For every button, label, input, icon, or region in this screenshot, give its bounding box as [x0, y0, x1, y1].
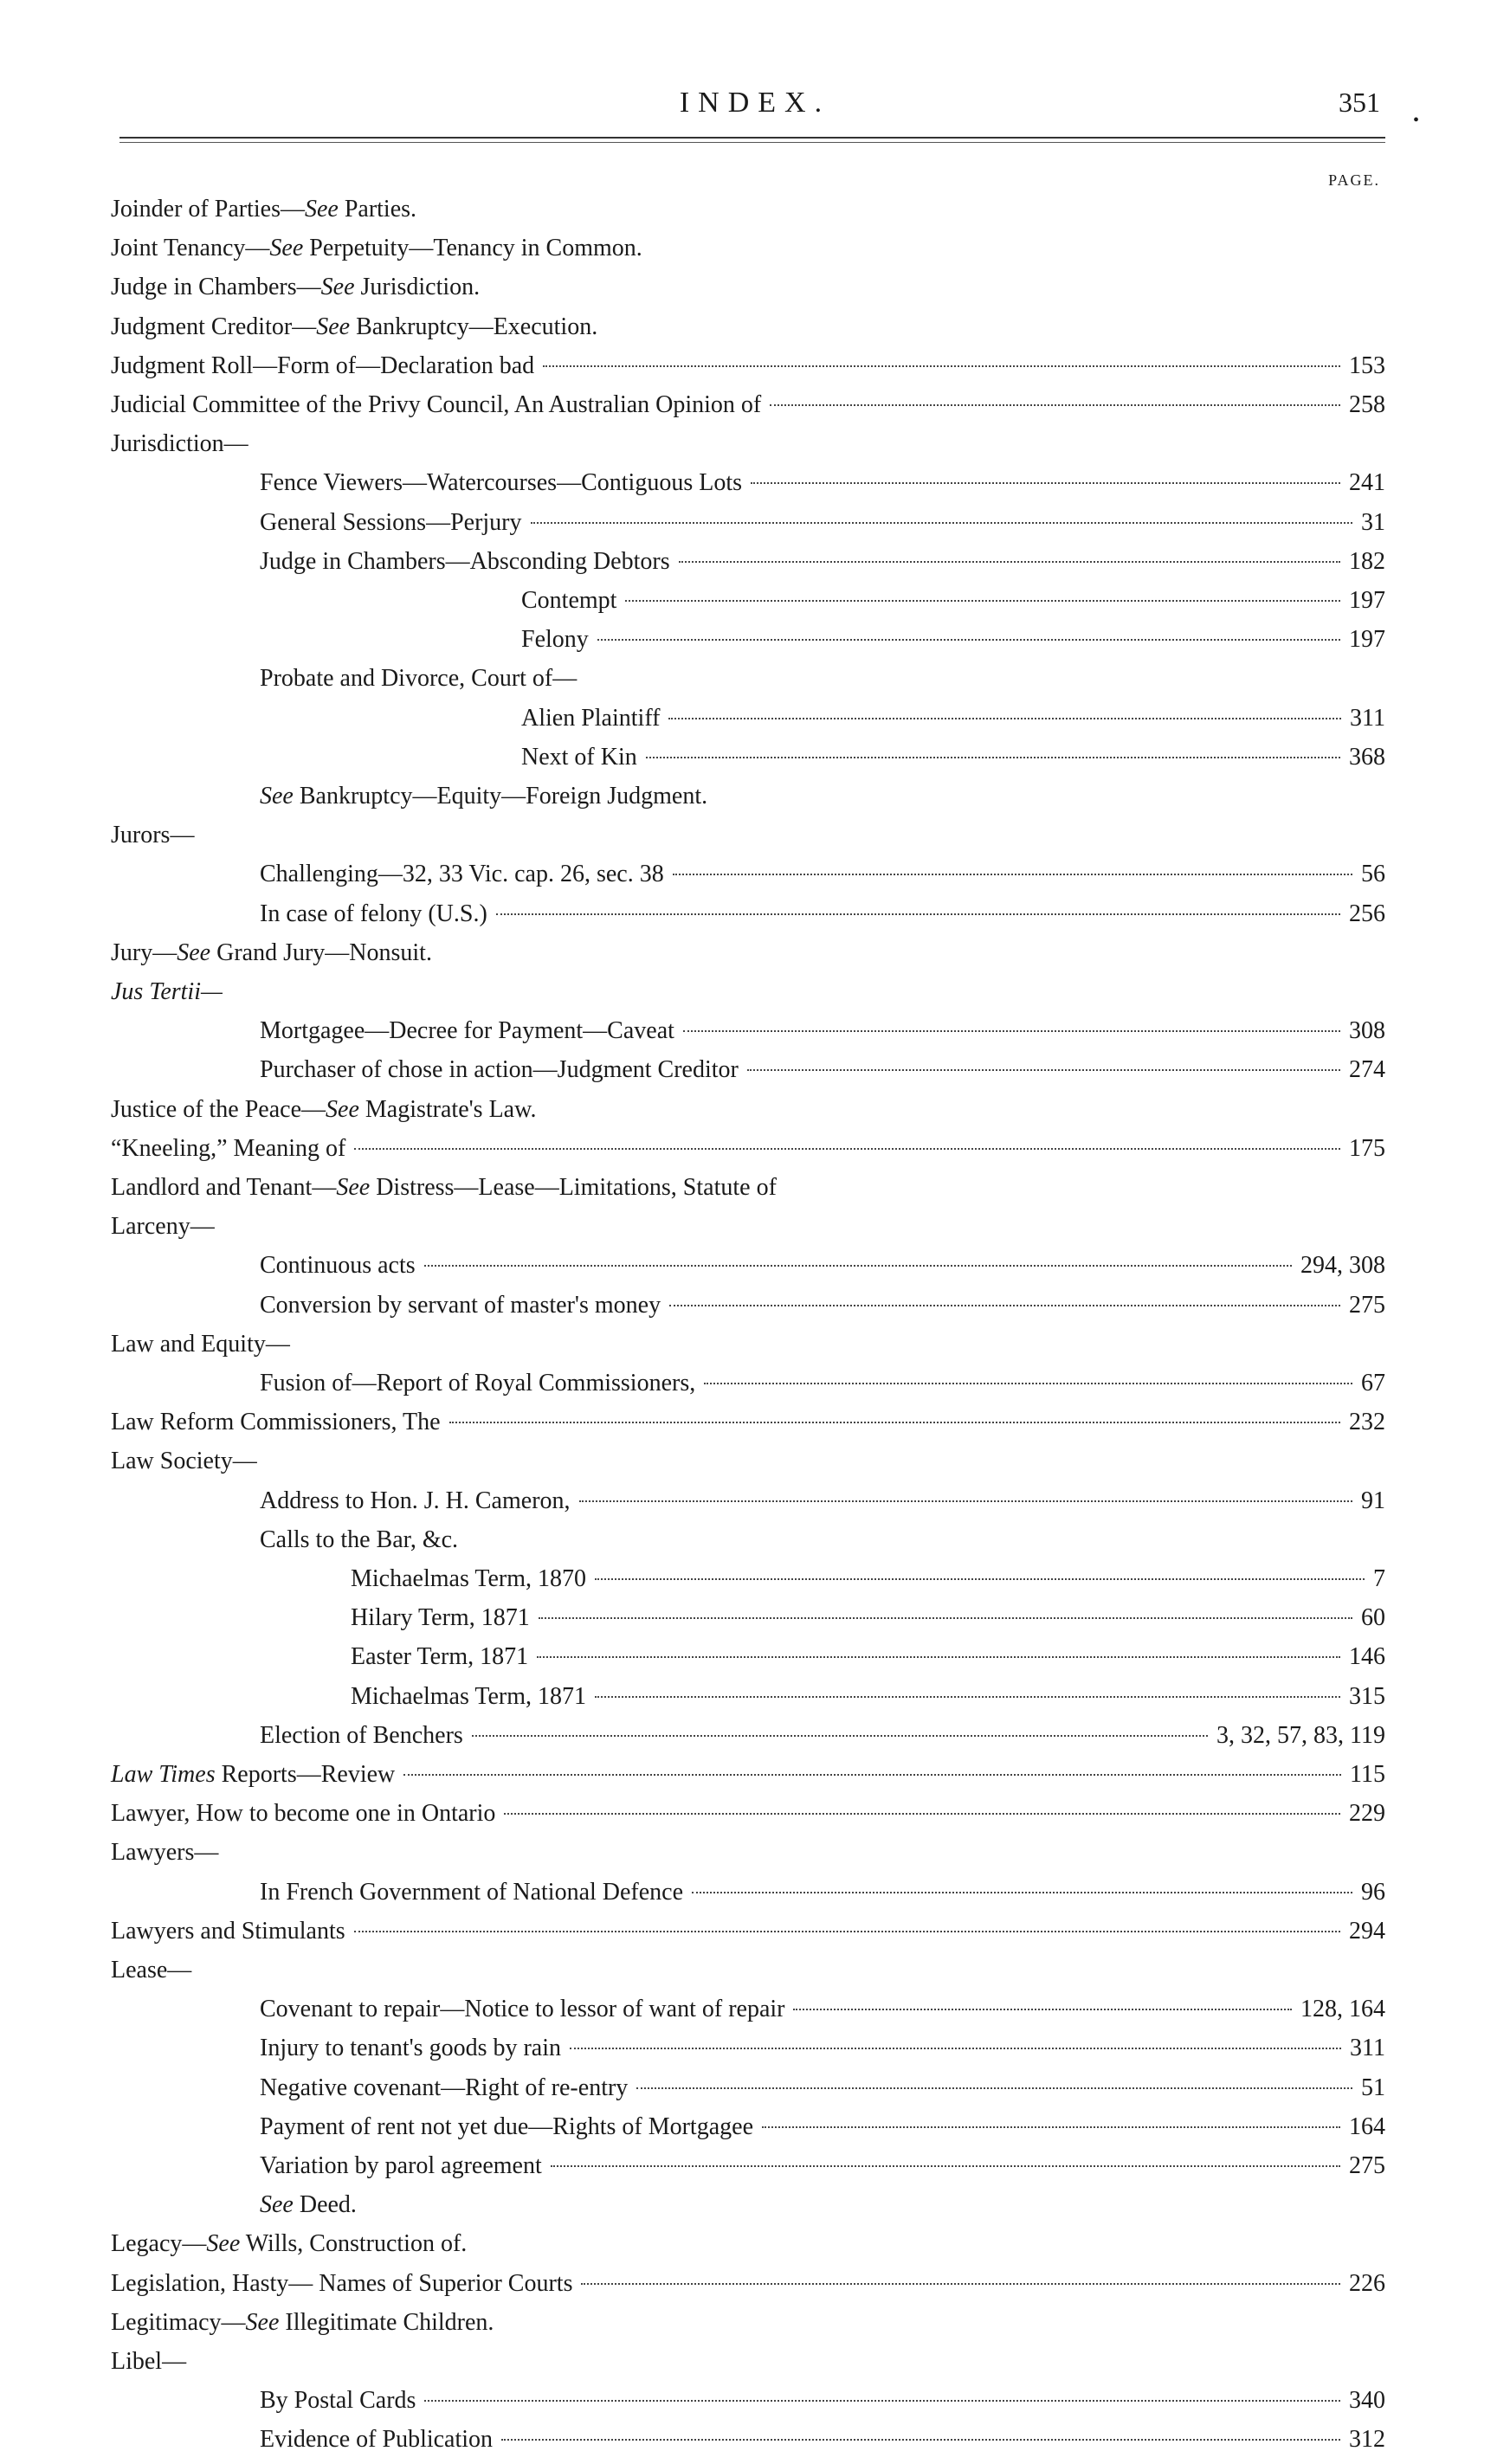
page-reference: 312 [1349, 2426, 1385, 2454]
entry-heading: Challenging—32, 33 Vic. cap. 26, sec. 38 [260, 861, 664, 888]
page-reference: 7 [1373, 1565, 1385, 1592]
entry-text [260, 1484, 571, 1519]
index-entry [111, 192, 1385, 227]
page-reference: 91 [1361, 1487, 1385, 1514]
entry-text [260, 857, 664, 892]
entry-reference: Deed. [293, 2191, 357, 2219]
index-entry [111, 1758, 1385, 1792]
dot-leader [770, 404, 1340, 406]
entry-heading: Law Reform Commissioners, The [111, 1409, 441, 1436]
dot-leader [793, 2009, 1292, 2010]
page-reference: 232 [1349, 1409, 1385, 1436]
page-reference: 31 [1361, 508, 1385, 536]
entry-text [260, 1288, 661, 1323]
entry-heading: General Sessions—Perjury [260, 508, 522, 536]
index-entry [111, 1132, 1385, 1166]
entry-text [260, 1523, 458, 1558]
entry-text [521, 701, 660, 736]
entry-heading: Variation by parol agreement [260, 2152, 542, 2179]
entry-text [111, 1796, 495, 1831]
page-reference: 294, 308 [1300, 1252, 1385, 1280]
entry-heading: Lease— [111, 1957, 192, 1983]
entry-text [111, 1953, 191, 1988]
page-reference: 274 [1349, 1056, 1385, 1084]
page-reference: 197 [1349, 626, 1385, 654]
entry-text [351, 1640, 528, 1674]
index-entry [260, 1366, 1385, 1401]
entry-heading: Probate and Divorce, Court of— [260, 665, 578, 693]
entry-heading: Lawyers— [111, 1839, 219, 1867]
index-entry [111, 1405, 1385, 1440]
entry-reference: Illegitimate Children. [279, 2308, 494, 2336]
page-title: INDEX. [679, 87, 831, 119]
dot-leader [579, 1500, 1352, 1502]
entry-heading: “Kneeling,” Meaning of [111, 1134, 346, 1162]
header-rule-thin [119, 142, 1385, 143]
index-entry [260, 1992, 1385, 2027]
entry-text [111, 1171, 777, 1205]
page-number: 351 [1339, 87, 1380, 118]
entry-heading: Lawyer, How to become one in Ontario [111, 1800, 496, 1828]
entry-see: See [326, 1095, 359, 1123]
index-entry [521, 740, 1385, 775]
page-reference: 340 [1349, 2387, 1385, 2415]
entry-see: See [245, 2308, 280, 2336]
dot-leader [496, 913, 1340, 915]
entry-see: Jus Tertii— [111, 978, 223, 1005]
entry-text [260, 2383, 416, 2418]
entry-reference: Bankruptcy—Equity—Foreign Judgment. [293, 783, 708, 810]
entry-text [260, 545, 670, 579]
index-entry [260, 2422, 1385, 2457]
dot-leader [673, 874, 1352, 875]
index-entry [351, 1680, 1385, 1714]
index-entry [260, 2383, 1385, 2418]
dot-leader [424, 2400, 1340, 2402]
entry-heading: Negative covenant—Right of re-entry [260, 2074, 629, 2101]
entry-reference: Perpetuity—Tenancy in Common. [303, 235, 642, 262]
entry-text [111, 1758, 395, 1792]
dot-leader [354, 1148, 1340, 1150]
entry-text [260, 1366, 695, 1401]
entry-text [260, 2031, 561, 2066]
page-reference: 294 [1349, 1917, 1385, 1945]
dot-leader [472, 1735, 1208, 1737]
entry-see: See [260, 2191, 294, 2219]
index-entry [260, 1523, 1385, 1558]
dot-leader [646, 757, 1340, 758]
entry-text [111, 1093, 537, 1127]
index-entry [111, 1093, 1385, 1127]
index-entry [111, 975, 1385, 1009]
entry-text [111, 1835, 218, 1870]
index-entry [111, 818, 1385, 853]
page-reference: 311 [1350, 2035, 1385, 2062]
entry-reference: Jurisdiction. [354, 274, 481, 301]
dot-leader [747, 1069, 1340, 1071]
dot-leader [751, 482, 1340, 484]
entry-text [260, 2071, 628, 2106]
entry-text [521, 622, 589, 657]
page-reference: 256 [1349, 900, 1385, 927]
entry-text [260, 2110, 753, 2145]
index-entry [260, 857, 1385, 892]
entry-text [260, 2149, 542, 2183]
dot-leader [543, 365, 1340, 367]
entry-heading: Legitimacy— [111, 2308, 246, 2336]
index-entry [111, 388, 1385, 422]
page-reference: 275 [1349, 1291, 1385, 1319]
index-entry [260, 1484, 1385, 1519]
entry-text [111, 349, 534, 384]
dot-leader [539, 1617, 1352, 1619]
entry-text [111, 936, 432, 971]
entry-heading: Judge in Chambers— [111, 274, 321, 301]
entry-text [260, 897, 487, 932]
entry-heading: Libel— [111, 2348, 187, 2375]
entry-heading: Fusion of—Report of Royal Commissioners, [260, 1370, 696, 1396]
dot-leader [636, 2087, 1352, 2089]
entry-text [111, 231, 642, 266]
index-entry [351, 1640, 1385, 1674]
page-column-label: PAGE. [1328, 171, 1380, 189]
dot-leader [504, 1813, 1340, 1815]
index-entry [111, 310, 1385, 345]
entry-text [260, 779, 707, 814]
entry-heading: In case of felony (U.S.) [260, 900, 487, 927]
entry-text [111, 818, 194, 853]
index-entry [521, 584, 1385, 618]
entry-text [111, 427, 248, 461]
index-entry [260, 1288, 1385, 1323]
index-entry [111, 270, 1385, 305]
page-reference: 241 [1349, 469, 1385, 497]
dot-leader [581, 2283, 1340, 2285]
entry-text [111, 388, 761, 422]
entry-text [351, 1601, 530, 1635]
index-entry [111, 2345, 1385, 2379]
entry-see: Law Times [111, 1761, 216, 1788]
entry-reference: Wills, Construction of. [240, 2230, 468, 2258]
index-entry [260, 466, 1385, 500]
entry-text [111, 975, 223, 1009]
index-entry [260, 506, 1385, 540]
page-reference: 308 [1349, 1017, 1385, 1045]
entry-heading: Judgment Roll—Form of—Declaration bad [111, 352, 535, 379]
index-entry [260, 2071, 1385, 2106]
entry-heading: Legislation, Hasty— Names of Superior Courts [111, 2269, 573, 2297]
page-reference: 60 [1361, 1604, 1385, 1632]
page-reference: 275 [1349, 2152, 1385, 2179]
page-reference: 153 [1349, 352, 1385, 379]
entry-text [260, 2188, 357, 2222]
entry-heading: Election of Benchers [260, 1721, 463, 1749]
page-reference: 182 [1349, 547, 1385, 575]
entry-reference: Reports—Review [215, 1761, 396, 1788]
entry-reference: Bankruptcy—Execution. [350, 313, 598, 340]
entry-see: See [320, 274, 355, 301]
entry-text [260, 466, 742, 500]
index-entry [111, 1444, 1385, 1479]
entry-heading: Contempt [521, 587, 617, 614]
entry-see: See [206, 2230, 241, 2258]
page-reference: 315 [1349, 1682, 1385, 1710]
index-entry [351, 1562, 1385, 1596]
entry-reference: Grand Jury—Nonsuit. [210, 939, 432, 966]
dot-leader [537, 1656, 1340, 1658]
entry-heading: Judgment Creditor— [111, 313, 317, 340]
entry-text [111, 310, 597, 345]
entry-text [260, 2422, 493, 2457]
ink-dot: • [1413, 111, 1420, 130]
entry-text [351, 1562, 586, 1596]
index-entry [111, 2227, 1385, 2261]
entry-reference: Distress—Lease—Limitations, Statute of [370, 1174, 777, 1201]
entry-heading: Lawyers and Stimulants [111, 1917, 345, 1945]
entry-heading: Judicial Committee of the Privy Council, An Australian Opinion of [111, 391, 762, 418]
entry-see: See [260, 783, 294, 810]
entry-heading: Michaelmas Term, 1871 [351, 1682, 587, 1710]
entry-heading: Alien Plaintiff [521, 704, 661, 732]
entry-heading: Fence Viewers—Watercourses—Contiguous Lots [260, 469, 742, 497]
page-reference: 175 [1349, 1134, 1385, 1162]
entry-heading: Landlord and Tenant— [111, 1174, 337, 1201]
dot-leader [692, 1892, 1352, 1893]
dot-leader [679, 561, 1340, 563]
entry-heading: Calls to the Bar, &c. [260, 1525, 459, 1553]
entry-text [260, 661, 577, 696]
entry-text [260, 1014, 674, 1048]
index-entry [260, 2110, 1385, 2145]
dot-leader [531, 522, 1352, 524]
dot-leader [704, 1383, 1352, 1384]
entry-reference: Magistrate's Law. [358, 1095, 537, 1123]
entry-text [111, 1209, 215, 1244]
entry-heading: Injury to tenant's goods by rain [260, 2035, 561, 2062]
dot-leader [668, 718, 1341, 719]
dot-leader [354, 1931, 1340, 1932]
entry-text [111, 2227, 467, 2261]
entry-text [111, 1405, 441, 1440]
entry-heading: Felony [521, 626, 589, 654]
index-entry [260, 2188, 1385, 2222]
entry-heading: By Postal Cards [260, 2387, 416, 2415]
page-reference: 128, 164 [1300, 1996, 1385, 2023]
entry-heading: Covenant to repair—Notice to lessor of want of repair [260, 1996, 785, 2023]
page-reference: 3, 32, 57, 83, 119 [1216, 1721, 1385, 1749]
entry-heading: Justice of the Peace— [111, 1095, 326, 1123]
page-reference: 115 [1350, 1761, 1385, 1788]
entry-heading: Purchaser of chose in action—Judgment Creditor [260, 1056, 739, 1084]
entry-text [111, 2306, 494, 2340]
page-reference: 67 [1361, 1370, 1385, 1396]
index-entry [260, 1875, 1385, 1910]
index-entry [351, 1601, 1385, 1635]
entry-text [351, 1680, 586, 1714]
entry-heading: Joint Tenancy— [111, 235, 270, 262]
entry-heading: Payment of rent not yet due—Rights of Mortgagee [260, 2112, 753, 2140]
entry-heading: Continuous acts [260, 1252, 416, 1280]
page-header [0, 87, 1510, 130]
dot-leader [501, 2439, 1340, 2441]
dot-leader [595, 1578, 1365, 1580]
index-entry [260, 897, 1385, 932]
dot-leader [403, 1774, 1341, 1776]
page-reference: 56 [1361, 861, 1385, 888]
entry-heading: Mortgagee—Decree for Payment—Caveat [260, 1017, 674, 1045]
entry-heading: Law Society— [111, 1448, 257, 1475]
entry-text [260, 1875, 683, 1910]
index-entry [111, 231, 1385, 266]
entry-text [111, 1327, 290, 1362]
page-reference: 258 [1349, 391, 1385, 418]
entry-text [260, 1719, 463, 1753]
dot-leader [595, 1696, 1340, 1698]
dot-leader [625, 600, 1340, 602]
entry-heading: Joinder of Parties— [111, 196, 305, 223]
entry-heading: Larceny— [111, 1213, 215, 1241]
dot-leader [669, 1305, 1340, 1306]
entry-text [260, 1992, 784, 2027]
index-entry [111, 349, 1385, 384]
entry-heading: Hilary Term, 1871 [351, 1604, 530, 1632]
index-entry [260, 545, 1385, 579]
entry-heading: Jurisdiction— [111, 430, 248, 458]
entry-see: See [336, 1174, 371, 1201]
dot-leader [762, 2126, 1340, 2128]
index-entry [111, 1209, 1385, 1244]
index-entry [111, 1327, 1385, 1362]
entry-heading: Conversion by servant of master's money [260, 1291, 661, 1319]
index-entry [111, 1171, 1385, 1205]
index-entry [111, 2306, 1385, 2340]
entry-see: See [177, 939, 211, 966]
entry-text [521, 584, 616, 618]
entry-see: See [304, 196, 339, 223]
index-entry [260, 2031, 1385, 2066]
index-entry [260, 1248, 1385, 1283]
index-entry [111, 427, 1385, 461]
page-reference: 368 [1349, 743, 1385, 771]
dot-leader [683, 1030, 1340, 1032]
index-entry [111, 1953, 1385, 1988]
index-entry [260, 2149, 1385, 2183]
index-entry [111, 1796, 1385, 1831]
index-entry [260, 1014, 1385, 1048]
entry-heading: Legacy— [111, 2230, 207, 2258]
entry-text [111, 270, 480, 305]
entry-heading: Michaelmas Term, 1870 [351, 1565, 587, 1592]
dot-leader [449, 1422, 1340, 1423]
index-entry [260, 779, 1385, 814]
dot-leader [597, 639, 1340, 641]
page-reference: 146 [1349, 1643, 1385, 1671]
entry-text [111, 1914, 345, 1949]
page-reference: 164 [1349, 2112, 1385, 2140]
entry-see: See [269, 235, 304, 262]
entry-heading: Next of Kin [521, 743, 637, 771]
entry-text [260, 1053, 739, 1087]
page-reference: 197 [1349, 587, 1385, 614]
dot-leader [551, 2165, 1340, 2167]
entry-heading: Address to Hon. J. H. Cameron, [260, 1487, 571, 1514]
entry-text [111, 1444, 257, 1479]
entry-heading: Jury— [111, 939, 177, 966]
entry-text [521, 740, 637, 775]
index-entry [521, 622, 1385, 657]
dot-leader [424, 1265, 1292, 1267]
page-reference: 96 [1361, 1878, 1385, 1906]
entry-text [111, 192, 416, 227]
entry-text [260, 506, 522, 540]
entry-heading: Law and Equity— [111, 1330, 290, 1358]
entry-heading: Easter Term, 1871 [351, 1643, 529, 1671]
entry-text [111, 2345, 186, 2379]
page-reference: 51 [1361, 2074, 1385, 2101]
dot-leader [570, 2048, 1341, 2049]
entry-heading: Jurors— [111, 822, 195, 849]
entry-heading: Evidence of Publication [260, 2426, 494, 2454]
index-entry [111, 2267, 1385, 2301]
index-entry [260, 661, 1385, 696]
index-entry [260, 1053, 1385, 1087]
page-reference: 311 [1350, 704, 1385, 732]
entry-text [111, 2267, 572, 2301]
entry-reference: Parties. [338, 196, 417, 223]
entry-text [260, 1248, 416, 1283]
entry-heading: Judge in Chambers—Absconding Debtors [260, 547, 670, 575]
entry-see: See [316, 313, 351, 340]
index-entry [111, 936, 1385, 971]
page-reference: 226 [1349, 2269, 1385, 2297]
entry-text [111, 1132, 345, 1166]
index-entry [521, 701, 1385, 736]
header-rule [119, 137, 1385, 139]
index-entry [260, 1719, 1385, 1753]
entry-heading: In French Government of National Defence [260, 1878, 684, 1906]
index-entry [111, 1914, 1385, 1949]
index-entry [111, 1835, 1385, 1870]
page-reference: 229 [1349, 1800, 1385, 1828]
